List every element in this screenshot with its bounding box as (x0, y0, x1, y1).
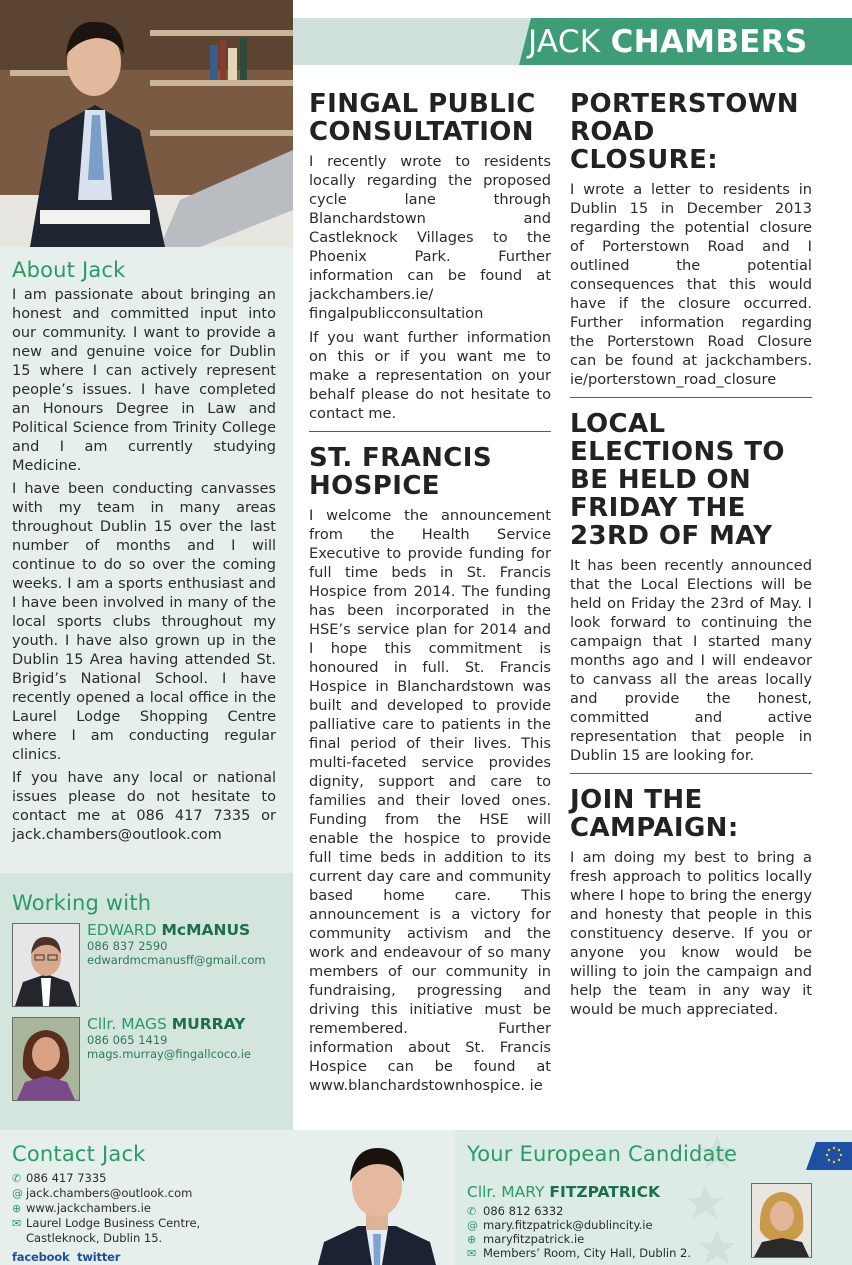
article-title: FINGAL PUBLIC CONSULTATION (309, 89, 536, 147)
contact-title: Contact Jack (12, 1142, 146, 1166)
euro-phone (467, 1204, 563, 1218)
phone-icon: ✆ (12, 1172, 22, 1185)
contact-email-value[interactable]: jack.chambers@outlook.com (26, 1186, 193, 1200)
brand-last-name: CHAMBERS (610, 24, 808, 60)
european-candidate-title: Your European Candidate (467, 1142, 738, 1166)
brand-name (528, 22, 808, 62)
contact-address-line: Castleknock, Dublin 15. (26, 1231, 163, 1245)
article-porterstown-road (570, 90, 812, 389)
ally-first-name: EDWARD (87, 921, 157, 939)
article-title: PORTERSTOWN ROAD CLOSURE: (570, 89, 799, 175)
euro-website-value[interactable]: maryfitzpatrick.ie (483, 1232, 585, 1246)
about-paragraph: I am passionate about bringing an honest and committed input into our community. I want to provide a new and genuine voice for Dublin 15 where I can actively represent people’s issues. I have completed an Honours Degree in Law and Political Science from Trinity College and I am currently studying Medicine. (12, 287, 276, 474)
divider (570, 397, 812, 398)
brand-first-name: JACK (528, 24, 601, 60)
article-title: JOIN THE CAMPAIGN: (570, 785, 739, 843)
ally-name (87, 1015, 245, 1033)
article-paragraph: I welcome the announcement from the Health Service Executive to provide funding for full time beds in St. Francis Hospice from 2014. The funding has been incorporated in the HSE’s service plan for 2014 and I hope this commitment is honoured in full. St. Francis Hospice in Blanchardstown was built and developed to provide palliative care to patients in the final period of their lives. This multi-faceted service provides dignity, support and care to families and their loved ones. Funding from the HSE will enable the hospice to provide full time beds in addition to its current day care and community based home care. This announcement is a victory for community activism and the work and endeavour of so many members of our community in fundraising, progressing and driving this initiative must be remembered. Further information about St. Francis Hospice can be found at www.blanchardstownhospice. ie (309, 507, 551, 1094)
phone-icon: ✆ (467, 1205, 477, 1218)
euro-email[interactable] (467, 1218, 653, 1232)
jack-chambers-portrait (318, 1142, 436, 1265)
ally-last-name: McMANUS (161, 921, 251, 939)
ally-phone: 086 065 1419 (87, 1033, 168, 1047)
contact-website[interactable] (12, 1201, 292, 1216)
ally-email[interactable]: mags.murray@fingallcoco.ie (87, 1047, 252, 1061)
twitter-link[interactable]: twitter (77, 1250, 121, 1264)
euro-email-value[interactable]: mary.fitzpatrick@dublincity.ie (483, 1218, 653, 1232)
envelope-icon: ✉ (12, 1217, 22, 1230)
ally-first-name: Cllr. MAGS (87, 1015, 167, 1033)
about-paragraph: If you have any local or national issues please do not hesitate to contact me at 086 417 7335 or jack.chambers@outlook.com (12, 770, 276, 843)
article-title: ST. FRANCIS HOSPICE (309, 443, 492, 501)
ally-last-name: MURRAY (171, 1015, 246, 1033)
article-column-left (309, 90, 551, 1100)
article-column-right (570, 90, 812, 1024)
article-title: LOCAL ELECTIONS TO BE HELD ON FRIDAY THE 23RD OF MAY (570, 409, 785, 551)
euro-candidate-last-name: FITZPATRICK (549, 1183, 660, 1201)
contact-address-line: Laurel Lodge Business Centre, (26, 1216, 201, 1230)
working-with-section (0, 873, 293, 1130)
contact-address (12, 1216, 292, 1231)
envelope-icon: ✉ (467, 1247, 477, 1260)
euro-address (467, 1246, 691, 1260)
contact-phone-value: 086 417 7335 (26, 1171, 107, 1185)
mags-murray-photo (12, 1017, 80, 1101)
divider (570, 773, 812, 774)
article-st-francis-hospice (309, 444, 551, 1095)
facebook-link[interactable]: facebook (12, 1250, 70, 1264)
article-paragraph: It has been recently announced that the Local Elections will be held on Friday the 23rd of May. I look forward to continuing the campaign that I started many months ago and I will endeavor to canvass all the areas locally and provide the honest, committed and active representation that people in Dublin 15 are looking for. (570, 557, 812, 764)
article-paragraph: I recently wrote to residents locally regarding the proposed cycle lane through Blanchardstown and Castleknock Villages to the Phoenix Park. Further information can be found at jackchambers.ie/ fingalpublicconsultation (309, 153, 551, 322)
contact-section (12, 1142, 292, 1245)
about-title: About Jack (12, 258, 126, 282)
globe-icon: ⊕ (12, 1202, 22, 1215)
euro-website[interactable] (467, 1232, 584, 1246)
ally-email[interactable]: edwardmcmanusff@gmail.com (87, 953, 266, 967)
ally-name (87, 921, 250, 939)
euro-candidate-first-name: Cllr. MARY (467, 1183, 545, 1201)
mary-fitzpatrick-photo (751, 1183, 812, 1258)
ally-card (12, 1017, 287, 1102)
divider (309, 431, 551, 432)
european-candidate-section (455, 1130, 852, 1265)
ally-phone: 086 837 2590 (87, 939, 168, 953)
globe-icon: ⊕ (467, 1233, 477, 1246)
edward-mcmanus-photo (12, 923, 80, 1007)
euro-address-value: Members’ Room, City Hall, Dublin 2. (483, 1246, 692, 1260)
euro-candidate-name (467, 1183, 660, 1201)
left-sidebar (0, 0, 293, 1130)
contact-website-value[interactable]: www.jackchambers.ie (26, 1201, 151, 1215)
article-join-campaign (570, 786, 812, 1019)
article-fingal-consultation (309, 90, 551, 423)
about-paragraph: I have been conducting canvasses with my team in many areas throughout Dublin 15 over the last number of months and I will continue to do so over the coming weeks. I am a sports enthusiast and I have been involved in many of the local sports clubs throughout my youth. I have also grown up in the Dublin 15 Area having attended St. Brigid’s National School. I have recently opened a local office in the Laurel Lodge Shopping Centre where I am conducting regular clinics. (12, 481, 276, 763)
article-paragraph: If you want further information on this or if you want me to make a representation on your behalf please do not hesitate to contact me. (309, 329, 551, 422)
email-icon: @ (12, 1187, 23, 1200)
jack-chambers-photo (0, 0, 293, 247)
article-paragraph: I am doing my best to bring a fresh approach to politics locally where I hope to bring the energy and honesty that people in this constituency deserve. If you or anyone you know would be willing to join the campaign and help the team in any way it would be much appreciated. (570, 849, 812, 1018)
contact-phone (12, 1171, 292, 1186)
about-section (12, 258, 276, 849)
euro-phone-value: 086 812 6332 (483, 1204, 564, 1218)
working-with-title: Working with (12, 891, 152, 915)
article-local-elections (570, 410, 812, 765)
social-links (12, 1250, 120, 1264)
contact-email[interactable] (12, 1186, 292, 1201)
ally-card (12, 923, 287, 1008)
article-paragraph: I wrote a letter to residents in Dublin 15 in December 2013 regarding the potential closure of Porterstown Road and I outlined the potential consequences that this would have if the closure occurred. Further information regarding the Porterstown Road Closure can be found at jackchambers. ie/porterstown_road_closure (570, 181, 812, 388)
email-icon: @ (467, 1219, 478, 1232)
contact-address (12, 1231, 292, 1245)
footer (0, 1130, 852, 1265)
